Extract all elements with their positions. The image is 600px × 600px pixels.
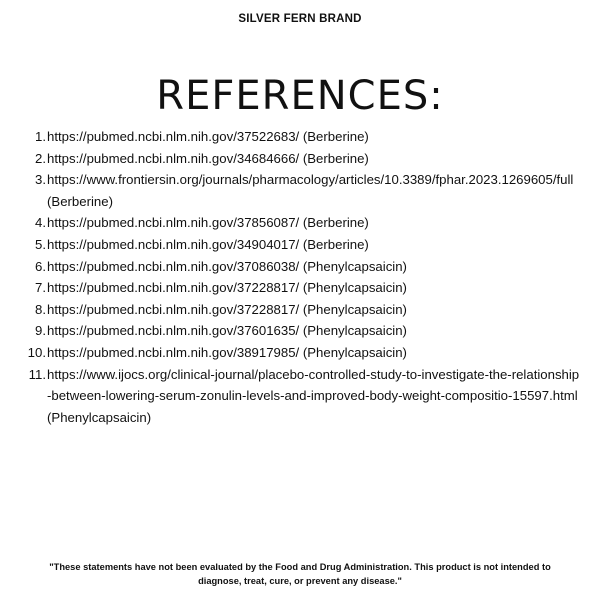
reference-number: 9. bbox=[35, 323, 46, 339]
fda-disclaimer bbox=[0, 560, 600, 588]
reference-item bbox=[20, 364, 580, 429]
reference-item bbox=[20, 126, 580, 148]
reference-link[interactable]: https://pubmed.ncbi.nlm.nih.gov/37086038/ (Phenylcapsaicin) bbox=[47, 258, 407, 274]
page-title: REFERENCES: bbox=[156, 73, 444, 119]
reference-link[interactable]: https://pubmed.ncbi.nlm.nih.gov/34684666/ (Berberine) bbox=[47, 150, 369, 166]
reference-list bbox=[20, 126, 580, 428]
reference-link[interactable]: https://www.ijocs.org/clinical-journal/placebo-controlled-study-to-investigate-the-relationship-between-lowering-serum-zonulin-levels-and-improved-body-weight-compositio-15597.html (Phenylcapsaicin) bbox=[47, 366, 580, 425]
reference-link[interactable]: https://pubmed.ncbi.nlm.nih.gov/37228817/ (Phenylcapsaicin) bbox=[47, 280, 407, 296]
reference-item bbox=[20, 234, 580, 256]
brand-name: SILVER FERN BRAND bbox=[238, 13, 362, 25]
disclaimer-line: diagnose, treat, cure, or prevent any disease." bbox=[198, 576, 402, 586]
reference-item bbox=[20, 169, 580, 212]
reference-number: 6. bbox=[35, 258, 46, 274]
reference-number: 3. bbox=[35, 172, 46, 188]
reference-link[interactable]: https://www.frontiersin.org/journals/pharmacology/articles/10.3389/fphar.2023.1269605/full (Berberine) bbox=[47, 172, 574, 209]
reference-number: 1. bbox=[35, 129, 46, 144]
reference-item bbox=[20, 277, 580, 299]
reference-link[interactable]: https://pubmed.ncbi.nlm.nih.gov/37856087/ (Berberine) bbox=[47, 215, 369, 231]
reference-link[interactable]: https://pubmed.ncbi.nlm.nih.gov/38917985/ (Phenylcapsaicin) bbox=[47, 344, 407, 360]
reference-item bbox=[20, 299, 580, 321]
reference-number: 5. bbox=[35, 236, 46, 252]
reference-number: 8. bbox=[35, 301, 46, 317]
reference-number: 11. bbox=[28, 366, 46, 382]
reference-item bbox=[20, 256, 580, 278]
reference-link[interactable]: https://pubmed.ncbi.nlm.nih.gov/37228817/ (Phenylcapsaicin) bbox=[47, 301, 407, 317]
reference-number: 7. bbox=[35, 280, 46, 296]
reference-link[interactable]: https://pubmed.ncbi.nlm.nih.gov/34904017/ (Berberine) bbox=[47, 236, 369, 252]
reference-number: 10. bbox=[27, 344, 46, 360]
disclaimer-line: "These statements have not been evaluated by the Food and Drug Administration. This product is not intended to bbox=[49, 562, 551, 572]
reference-item bbox=[20, 148, 580, 170]
reference-item bbox=[20, 212, 580, 234]
reference-number: 2. bbox=[35, 150, 46, 166]
reference-link[interactable]: https://pubmed.ncbi.nlm.nih.gov/37522683/ (Berberine) bbox=[47, 129, 369, 144]
reference-item bbox=[20, 320, 580, 342]
reference-link[interactable]: https://pubmed.ncbi.nlm.nih.gov/37601635/ (Phenylcapsaicin) bbox=[47, 323, 407, 339]
reference-item bbox=[20, 342, 580, 364]
reference-number: 4. bbox=[35, 215, 46, 231]
